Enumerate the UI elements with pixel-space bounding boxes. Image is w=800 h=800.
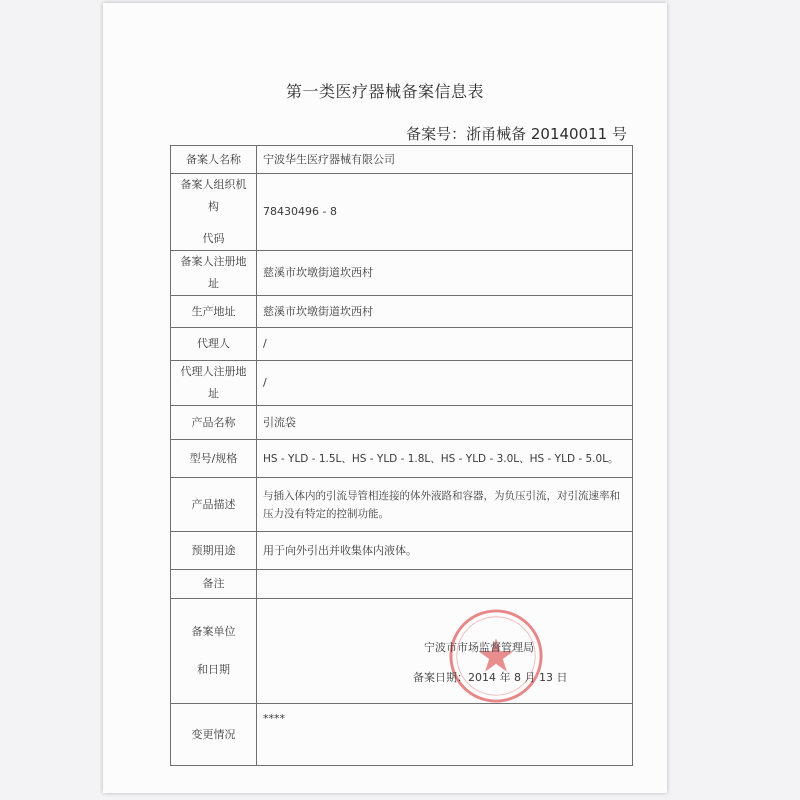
row-value — [257, 478, 633, 532]
row-value: 78430496 - 8 — [257, 174, 633, 251]
table-row — [171, 406, 633, 440]
row-label: 产品名称 — [171, 406, 257, 440]
change-status: **** — [263, 712, 285, 725]
row-label: 代理人 — [171, 328, 257, 361]
table-row — [171, 296, 633, 328]
issuing-authority: 宁波市市场监督管理局 — [424, 641, 534, 654]
table-row — [171, 440, 633, 478]
row-label: 备案人名称 — [171, 146, 257, 174]
table-row — [171, 478, 633, 532]
row-label: 型号/规格 — [171, 440, 257, 478]
row-value: 引流袋 — [257, 406, 633, 440]
table-row — [171, 328, 633, 361]
row-label-line: 备案人组织机构 — [180, 178, 247, 213]
row-value — [257, 704, 633, 766]
row-label — [171, 174, 257, 251]
row-label-line: 代码 — [202, 232, 225, 245]
row-value: 慈溪市坎墩街道坎西村 — [257, 296, 633, 328]
row-value-line: 与插入体内的引流导管相连接的体外液路和容器，为负压引流，对引流速率和 — [263, 489, 620, 502]
row-label: 预期用途 — [171, 532, 257, 570]
row-value: / — [257, 328, 633, 361]
row-label: 备案人注册地址 — [171, 251, 257, 296]
row-label-line: 备案单位 — [191, 625, 236, 638]
table-row — [171, 361, 633, 406]
row-value — [257, 599, 633, 704]
row-value: 宁波华生医疗器械有限公司 — [257, 146, 633, 174]
table-row — [171, 251, 633, 296]
row-value: HS - YLD - 1.5L、HS - YLD - 1.8L、HS - YLD - 3.0L、HS - YLD - 5.0L。 — [257, 440, 633, 478]
row-label: 产品描述 — [171, 478, 257, 532]
document-title: 第一类医疗器械备案信息表 — [285, 82, 484, 101]
table-row — [171, 532, 633, 570]
table-row — [171, 146, 633, 174]
row-value: 用于向外引出并收集体内液体。 — [257, 532, 633, 570]
row-value-line: 压力没有特定的控制功能。 — [263, 507, 389, 520]
row-label: 变更情况 — [171, 704, 257, 766]
row-label: 备注 — [171, 570, 257, 599]
row-label — [171, 599, 257, 704]
row-label: 代理人注册地址 — [171, 361, 257, 406]
table-row — [171, 599, 633, 704]
record-date: 备案日期：2014 年 8 月 13 日 — [413, 671, 568, 684]
row-label-line: 和日期 — [197, 663, 230, 676]
table-row — [171, 570, 633, 599]
record-table — [170, 145, 633, 766]
row-value: / — [257, 361, 633, 406]
row-label: 生产地址 — [171, 296, 257, 328]
table-row — [171, 704, 633, 766]
document-page — [103, 3, 667, 793]
row-value: 慈溪市坎墩街道坎西村 — [257, 251, 633, 296]
table-row — [171, 174, 633, 251]
row-value — [257, 570, 633, 599]
record-number: 备案号：浙甬械备 20140011 号 — [406, 125, 627, 143]
